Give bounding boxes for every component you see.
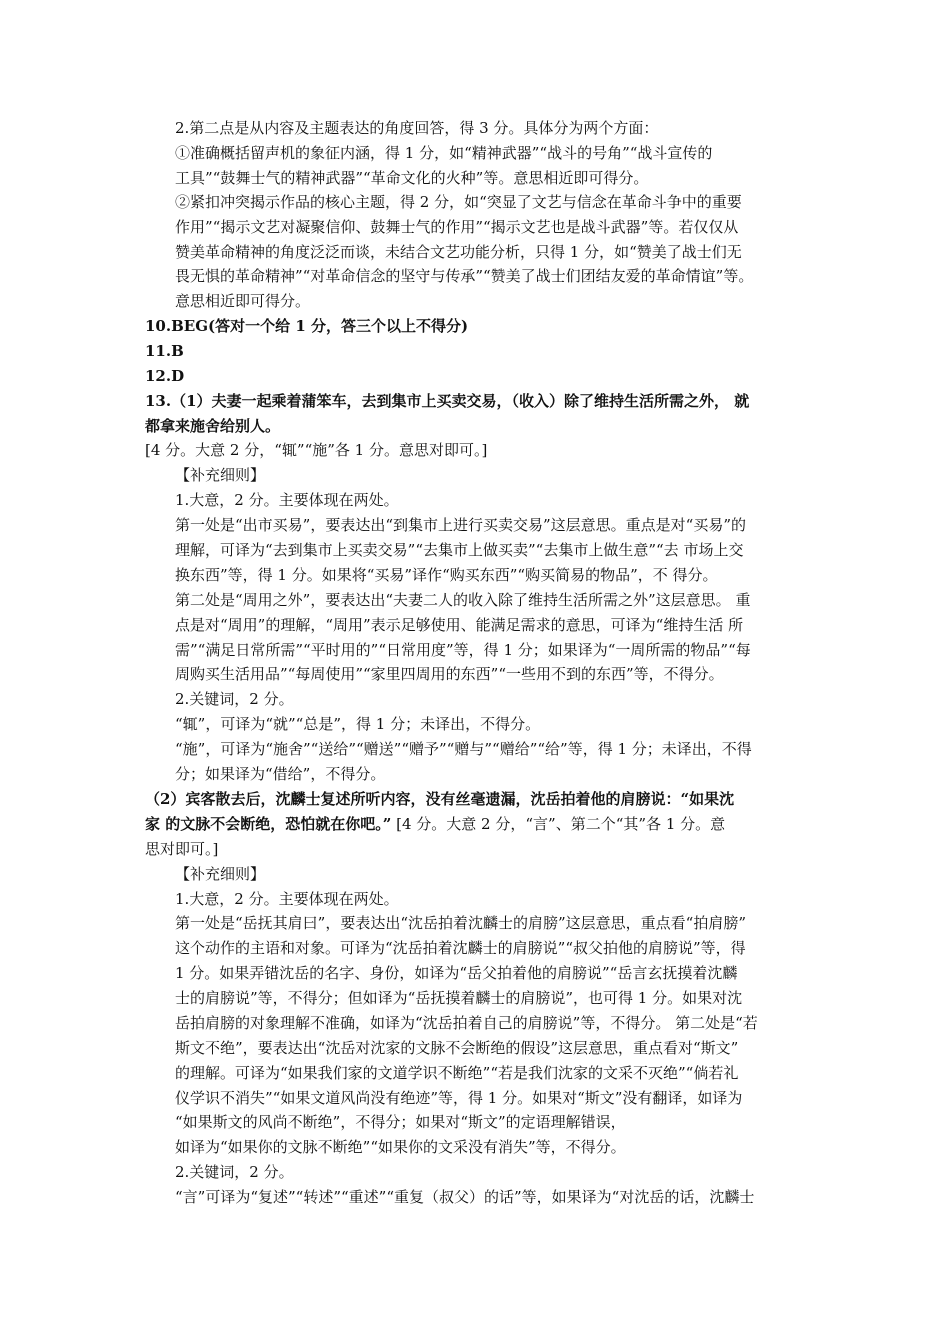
score-note: [4 分。大意 2 分，“言”、第二个“其”各 1 分。意 <box>391 815 726 833</box>
text-line: 2.关键词，2 分。 <box>175 690 294 708</box>
text-line: 周购买生活用品”“每周使用”“家里四周用的东西”“一些用不到的东西”等，不得分。 <box>175 665 724 683</box>
text-line: 岳拍肩膀的对象理解不准确，如译为“沈岳拍着自己的肩膀说”等，不得分。 第二处是“若 <box>175 1014 758 1032</box>
text-line: 畏无惧的革命精神”“对革命信念的坚守与传承”“赞美了战士们团结友爱的革命情谊”等。 <box>175 267 754 285</box>
text-line: “如果斯文的风尚不断绝”，不得分；如果对“斯文”的定语理解错误， <box>175 1113 626 1131</box>
section-heading: 【补充细则】 <box>175 466 266 484</box>
text-line: ②紧扣冲突揭示作品的核心主题，得 2 分，如“突显了文艺与信念在革命斗争中的重要 <box>175 193 742 211</box>
text-line: 赞美革命精神的角度泛泛而谈，未结合文艺功能分析，只得 1 分，如“赞美了战士们无 <box>175 243 742 261</box>
text-line: 仪学识不消失”“如果文道风尚没有绝迹”等，得 1 分。如果对“斯文”没有翻译，如译为 <box>175 1089 743 1107</box>
text-line: 10.BEG(答对一个给 1 分，答三个以上不得分) <box>145 317 469 335</box>
text-line: 分；如果译为“借给”，不得分。 <box>175 765 386 783</box>
text-line: 点是对“周用”的理解，“周用”表示足够使用、能满足需求的意思，可译为“维持生活 所 <box>175 616 744 634</box>
text-line: 理解，可译为“去到集市上买卖交易”“去集市上做买卖”“去集市上做生意”“去 市场上交 <box>175 541 744 559</box>
text-line: ①准确概括留声机的象征内涵，得 1 分，如“精神武器”“战斗的号角”“战斗宣传的 <box>175 144 713 162</box>
text-line: 第一处是“出市买易”，要表达出“到集市上进行买卖交易”这层意思。重点是对“买易”的 <box>175 516 747 534</box>
text-line: 士的肩膀说”等，不得分；但如译为“岳抚摸着麟士的肩膀说”，也可得 1 分。如果对沈 <box>175 989 743 1007</box>
answer-13-2-cont <box>145 812 725 837</box>
text-line: 这个动作的主语和对象。可译为“沈岳拍着沈麟士的肩膀说”“叔父拍他的肩膀说”等，得 <box>175 939 746 957</box>
score-note: [4 分。大意 2 分，“辄”“施”各 1 分。意思对即可。] <box>145 441 488 459</box>
answer-13-2: （2）宾客散去后，沈麟士复述所听内容，没有丝毫遗漏，沈岳拍着他的肩膀说：“如果沈 <box>145 790 735 808</box>
text-line: 换东西”等，得 1 分。如果将“买易”译作“购买东西”“购买简易的物品”，不 得分。 <box>175 566 718 584</box>
answer-11: 11.B <box>145 342 184 360</box>
answer-13-1: 13.（1）夫妻一起乘着蒲笨车，去到集市上买卖交易，（收入）除了维持生活所需之外， 就 <box>145 392 750 410</box>
text-line: 工具”“鼓舞士气的精神武器”“革命文化的火种”等。意思相近即可得分。 <box>175 169 649 187</box>
text-line: 1 分。如果弄错沈岳的名字、身份，如译为“岳父拍着他的肩膀说”“岳言玄抚摸着沈麟 <box>175 964 738 982</box>
text-line: “施”，可译为“施舍”“送给”“赠送”“赠予”“赠与”“赠给”“给”等，得 1 分；未译出，不得 <box>175 740 752 758</box>
text-line: 第一处是“岳抚其肩曰”，要表达出“沈岳拍着沈麟士的肩膀”这层意思，重点看“拍肩膀” <box>175 914 747 932</box>
text-line: “辄”，可译为“就”“总是”，得 1 分；未译出，不得分。 <box>175 715 541 733</box>
text-line: 1.大意，2 分。主要体现在两处。 <box>175 491 399 509</box>
answer-12: 12.D <box>145 367 185 385</box>
text-line: “言”可译为“复述”“转述”“重述”“重复（叔父）的话”等，如果译为“对沈岳的话，沈麟士 <box>175 1188 755 1206</box>
text-line: 斯文不绝”，要表达出“沈岳对沈家的文脉不会断绝的假设”这层意思，重点看对“斯文” <box>175 1039 739 1057</box>
text-line: 第二处是“周用之外”，要表达出“夫妻二人的收入除了维持生活所需之外”这层意思。 重 <box>175 591 751 609</box>
text-line: 作用”“揭示文艺对凝聚信仰、鼓舞士气的作用”“揭示文艺也是战斗武器”等。若仅仅从 <box>175 218 739 236</box>
text-line: 需”“满足日常所需”“平时用的”“日常用度”等，得 1 分；如果译为“一周所需的物品”“每 <box>175 641 751 659</box>
text-line: 如译为“如果你的文脉不断绝”“如果你的文采没有消失”等，不得分。 <box>175 1138 626 1156</box>
text-line: 思对即可。] <box>145 840 219 858</box>
text-line: 2.第二点是从内容及主题表达的角度回答，得 3 分。具体分为两个方面： <box>175 119 659 137</box>
text-line: 的理解。可译为“如果我们家的文道学识不断绝”“若是我们沈家的文采不灭绝”“倘若礼 <box>175 1064 739 1082</box>
text-line: 2.关键词，2 分。 <box>175 1163 294 1181</box>
section-heading: 【补充细则】 <box>175 865 266 883</box>
text-line: 意思相近即可得分。 <box>175 292 311 310</box>
text-line: 1.大意，2 分。主要体现在两处。 <box>175 890 399 908</box>
answer-10 <box>145 314 468 339</box>
text-line: 家 的文脉不会断绝，恐怕就在你吧。” <box>145 815 392 833</box>
answer-13-1-cont: 都拿来施舍给别人。 <box>145 417 281 435</box>
